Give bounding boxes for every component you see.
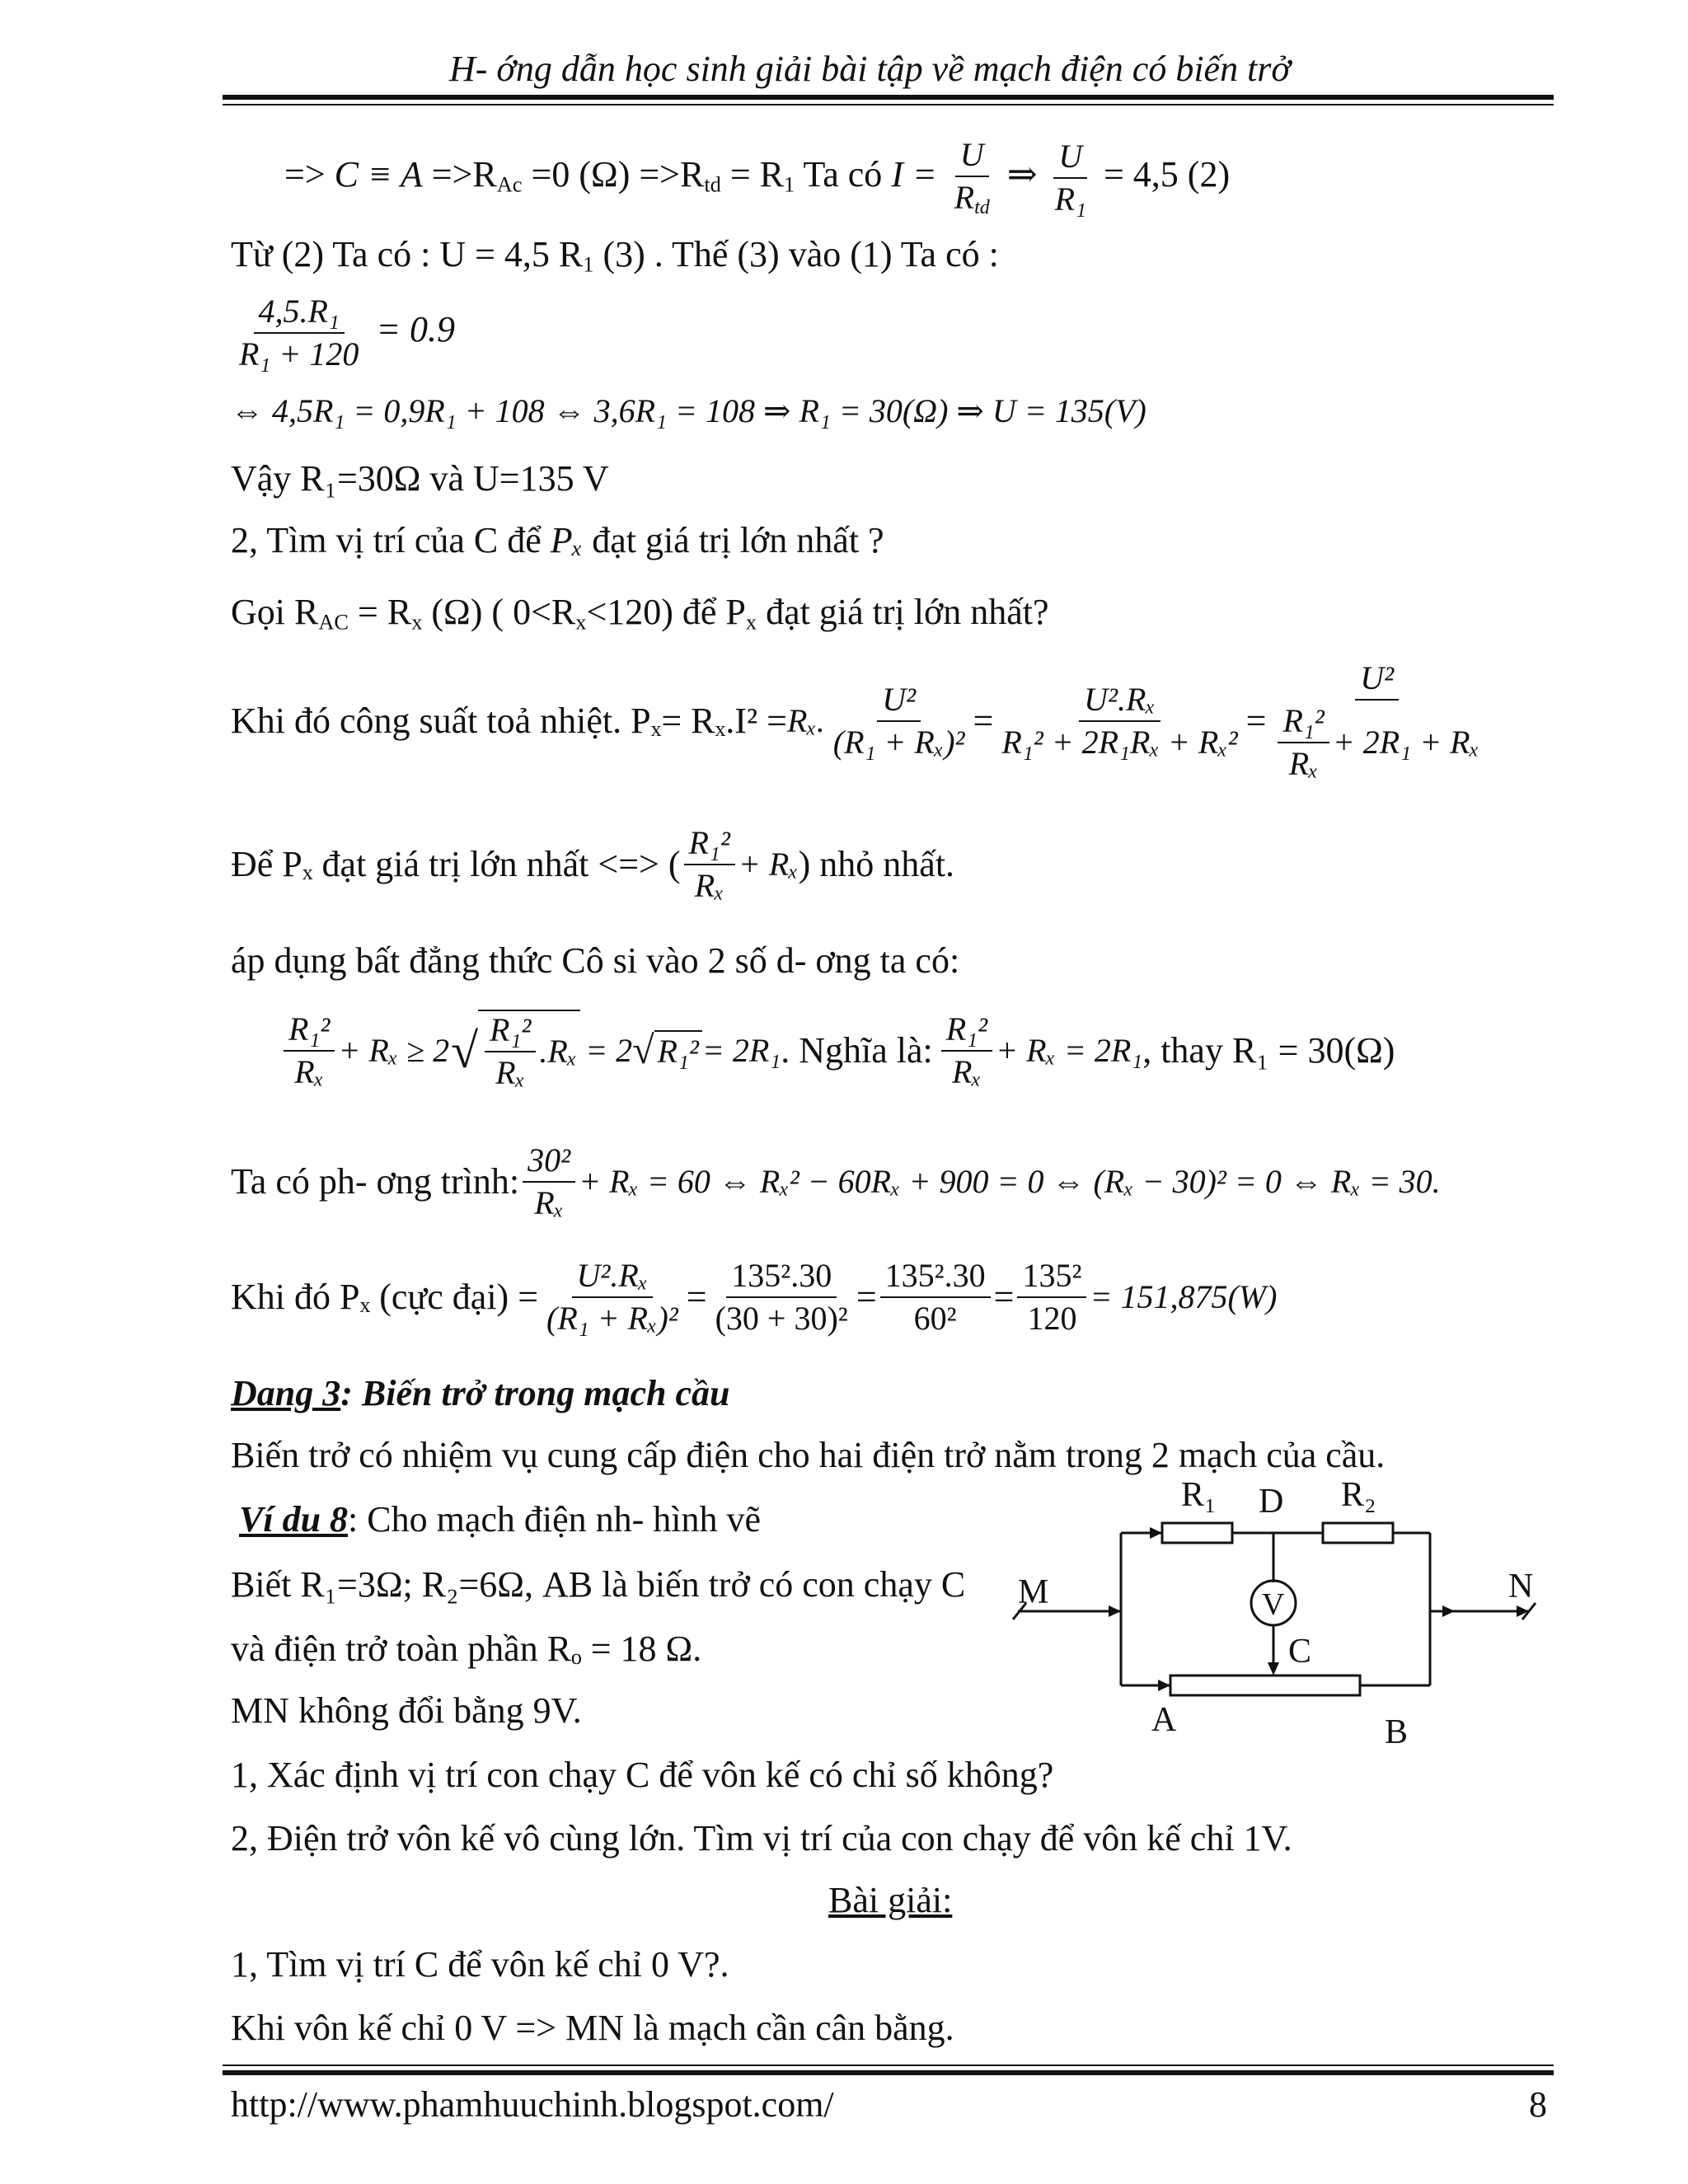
fraction-pmax-3 <box>880 1257 991 1338</box>
line-10: áp dụng bất đẳng thức Cô si vào 2 số d- ơng ta có: <box>231 940 960 981</box>
den: Rₓ <box>294 1053 325 1090</box>
text: đạt giá trị lớn nhất? <box>757 592 1049 632</box>
text: td <box>704 171 721 197</box>
text: Khi đó công suất toả nhiệt. Pₓ= Rₓ.I² = <box>231 700 787 741</box>
label-v: V <box>1262 1587 1285 1622</box>
arrow-icon <box>1158 1680 1170 1691</box>
rheostat-ab <box>1170 1675 1360 1695</box>
math-text: = 2 <box>585 1032 633 1069</box>
equals: = <box>1245 700 1267 741</box>
text: Ta có ph- ơng trình: <box>231 1160 520 1202</box>
text: : Cho mạch điện nh- hình vẽ <box>348 1499 762 1540</box>
page-number: 8 <box>1529 2084 1547 2125</box>
text: .Rₓ <box>539 1033 578 1070</box>
line-20: 1, Xác định vị trí con chạy C để vôn kế có chỉ số không? <box>231 1755 1054 1795</box>
text: 1 <box>583 251 594 277</box>
math-text: = 2R₁ <box>701 1032 781 1069</box>
line-9 <box>231 824 954 905</box>
math-text: + Rₓ = 2R₁ <box>996 1032 1143 1069</box>
line-1 <box>284 136 1230 220</box>
fraction-45r1 <box>234 293 363 373</box>
label-n: N <box>1508 1568 1534 1605</box>
label-r2: R₂ <box>1341 1476 1376 1514</box>
fraction-px-2 <box>996 681 1242 762</box>
text: , thay R₁ = 30(Ω) <box>1142 1029 1395 1071</box>
arrow-icon <box>1109 1605 1121 1617</box>
line-6 <box>231 519 884 563</box>
num: U² <box>1355 659 1399 701</box>
math-text: Rₓ. <box>786 702 825 739</box>
den: Rₓ <box>952 1053 982 1090</box>
text: Từ (2) Ta có : U = 4,5 R <box>231 234 584 274</box>
solution-heading: Bài giải: <box>828 1880 953 1920</box>
equals: = <box>973 700 994 741</box>
line-5: Vậy R₁=30Ω và U=135 V <box>231 458 609 499</box>
line-12 <box>231 1141 1441 1222</box>
num: 30² <box>523 1141 575 1183</box>
math-text: = 151,875(W) <box>1090 1278 1278 1315</box>
den: 60² <box>913 1300 957 1337</box>
num: R₁² <box>941 1010 992 1052</box>
num: R₁² <box>485 1011 536 1052</box>
line-15: Biến trở có nhiệm vụ cung cấp điện cho hai điện trở nằm trong 2 mạch của cầu. <box>231 1435 1386 1475</box>
line-8 <box>231 659 1488 783</box>
label-d: D <box>1259 1483 1284 1521</box>
line-13 <box>231 1257 1277 1338</box>
den: R₁ + 120 <box>239 335 359 373</box>
num: 135².30 <box>880 1257 991 1298</box>
section-label <box>231 1373 729 1413</box>
sqrt-symbol: √ <box>632 1029 654 1073</box>
line-18: và điện trở toàn phần Rₒ = 18 Ω. <box>231 1629 702 1669</box>
header-rule-thick <box>223 95 1554 100</box>
line-17: Biết R₁=3Ω; R₂=6Ω, AB là biến trở có con chạy C <box>231 1564 966 1605</box>
den: R₁ <box>1054 180 1086 218</box>
fraction-pmax-2 <box>710 1257 853 1338</box>
inner-fraction <box>1278 702 1329 783</box>
den: Rₓ <box>534 1184 565 1221</box>
fraction-pmax-4 <box>1017 1257 1086 1338</box>
text: td <box>974 197 990 218</box>
num: R₁² <box>1278 702 1329 743</box>
fraction-30sq-rx <box>523 1141 575 1222</box>
line-4: ⇔ 4,5R₁ = 0,9R₁ + 108 ⇔ 3,6R₁ = 108 ⇒ R₁ = 30(Ω) ⇒ U = 135(V) <box>231 392 1146 429</box>
example-heading <box>239 1498 761 1542</box>
text: 2, Tìm vị trí của C để <box>231 520 551 560</box>
resistor-r2 <box>1323 1523 1393 1543</box>
text: Dang 3 <box>231 1373 341 1413</box>
text: Pₓ <box>550 520 584 560</box>
footer-rule-thick <box>223 2070 1554 2075</box>
text: C ≡ A <box>334 153 423 194</box>
num: R₁² <box>284 1010 335 1052</box>
text: x <box>745 609 757 635</box>
equals: = <box>993 1276 1015 1317</box>
fraction-r1sq-rx <box>941 1010 992 1091</box>
den: Rₓ <box>694 867 724 904</box>
header-rule-thin <box>223 104 1554 105</box>
text: + 2R₁ + Rₓ <box>1332 724 1479 761</box>
text: : Biến trở trong mạch cầu <box>340 1373 730 1413</box>
num: 135².30 <box>726 1257 837 1298</box>
text: =>R <box>422 153 497 194</box>
arrow-icon <box>1442 1605 1455 1617</box>
page-header-title: H- ớng dẫn học sinh giải bài tập về mạch điện có biến trở <box>449 49 1291 89</box>
section-heading-dang-3 <box>231 1372 729 1416</box>
label-a: A <box>1151 1701 1177 1739</box>
line-23: 1, Tìm vị trí C để vôn kế chỉ 0 V?. <box>231 1944 729 1985</box>
text: = R <box>349 592 412 632</box>
line-3 <box>231 293 455 373</box>
text: Ta có <box>795 153 892 194</box>
text: => <box>284 153 335 194</box>
num: U <box>955 136 989 177</box>
den: Rₓ <box>495 1054 526 1091</box>
line-7 <box>231 591 1049 635</box>
label-m: M <box>1018 1573 1049 1611</box>
text: . Nghĩa là: <box>781 1029 933 1071</box>
fraction-px-3 <box>1269 659 1484 783</box>
text: <120) để P <box>586 592 746 632</box>
sqrt-content: R₁² <box>654 1030 702 1071</box>
text: = 0.9 <box>376 309 456 350</box>
fraction-pmax-1 <box>542 1257 683 1338</box>
math-text: + Rₓ <box>738 846 799 883</box>
den <box>950 177 995 220</box>
equals: = <box>856 1276 877 1317</box>
fraction-px-1 <box>828 681 970 762</box>
text: AC <box>318 609 349 635</box>
resistor-r1 <box>1162 1523 1232 1543</box>
label-b: B <box>1385 1713 1409 1751</box>
text: đạt giá trị lớn nhất ? <box>583 520 884 560</box>
text: =0 (Ω) =>R <box>522 153 705 194</box>
text: Khi đó Pₓ (cực đại) = <box>231 1276 539 1317</box>
line-19: MN không đổi bằng 9V. <box>231 1690 582 1731</box>
equals: = <box>686 1276 707 1317</box>
fraction-r1sq-rx <box>684 824 735 905</box>
text: = R <box>720 153 785 194</box>
num: U <box>1053 138 1087 179</box>
bridge-circuit-diagram <box>1001 1463 1545 1784</box>
den: R₁² + 2R₁Rₓ + Rₓ² <box>1001 724 1238 761</box>
sqrt-symbol: √ <box>451 1024 479 1078</box>
den: Rₓ <box>1288 745 1319 782</box>
line-21: 2, Điện trở vôn kế vô cùng lớn. Tìm vị trí của con chạy để vôn kế chỉ 1V. <box>231 1818 1292 1858</box>
num: U² <box>877 681 921 722</box>
math-text: + Rₓ = 60 ⇔ Rₓ² − 60Rₓ + 900 = 0 ⇔ (Rₓ − 30)² = 0 ⇔ Rₓ = 30. <box>579 1163 1441 1200</box>
math-text: + Rₓ ≥ 2 <box>338 1032 450 1069</box>
den: (R₁ + Rₓ)² <box>546 1300 678 1337</box>
text: ) nhỏ nhất. <box>798 843 955 884</box>
den: (R₁ + Rₓ)² <box>832 724 965 761</box>
fraction-r1sq-rx <box>485 1011 536 1092</box>
text: 1 <box>784 171 795 197</box>
footer-rule-thin <box>223 2064 1554 2066</box>
num: R₁² <box>684 824 735 865</box>
text: (3) . Thế (3) vào (1) Ta có : <box>593 234 999 274</box>
text: Ac <box>496 171 523 197</box>
implies-symbol: ⇒ <box>1006 153 1038 194</box>
text: x <box>411 609 423 635</box>
slider-arrow-icon <box>1268 1662 1279 1675</box>
fraction-r1sq-rx <box>284 1010 335 1091</box>
num: U².Rₓ <box>572 1257 654 1298</box>
fraction-u-rtd <box>950 136 995 220</box>
text: (Ω) ( 0<R <box>422 592 576 632</box>
sqrt-content <box>478 1010 580 1092</box>
line-11 <box>280 1010 1395 1092</box>
example-label: Ví du 8 <box>239 1499 349 1540</box>
den <box>1269 701 1484 783</box>
den: 120 <box>1027 1300 1077 1337</box>
fraction-u-r1 <box>1050 138 1091 218</box>
num: 4,5.R₁ <box>254 293 345 334</box>
line-2 <box>231 233 999 278</box>
num: 135² <box>1017 1257 1086 1298</box>
text: Để Pₓ đạt giá trị lớn nhất <=> ( <box>231 843 681 884</box>
den: (30 + 30)² <box>715 1300 848 1337</box>
text: Gọi R <box>231 592 319 632</box>
math-text: I = <box>891 153 937 194</box>
text: = 4,5 (2) <box>1094 153 1231 194</box>
text: R <box>954 179 975 216</box>
footer-url: http://www.phamhuuchinh.blogspot.com/ <box>231 2084 834 2125</box>
arrow-icon <box>1150 1527 1162 1539</box>
text: x <box>575 609 587 635</box>
num: U².Rₓ <box>1079 681 1160 722</box>
line-24: Khi vôn kế chỉ 0 V => MN là mạch cần cân bằng. <box>231 2008 954 2048</box>
label-r1: R₁ <box>1181 1476 1217 1514</box>
label-c: C <box>1288 1633 1312 1671</box>
